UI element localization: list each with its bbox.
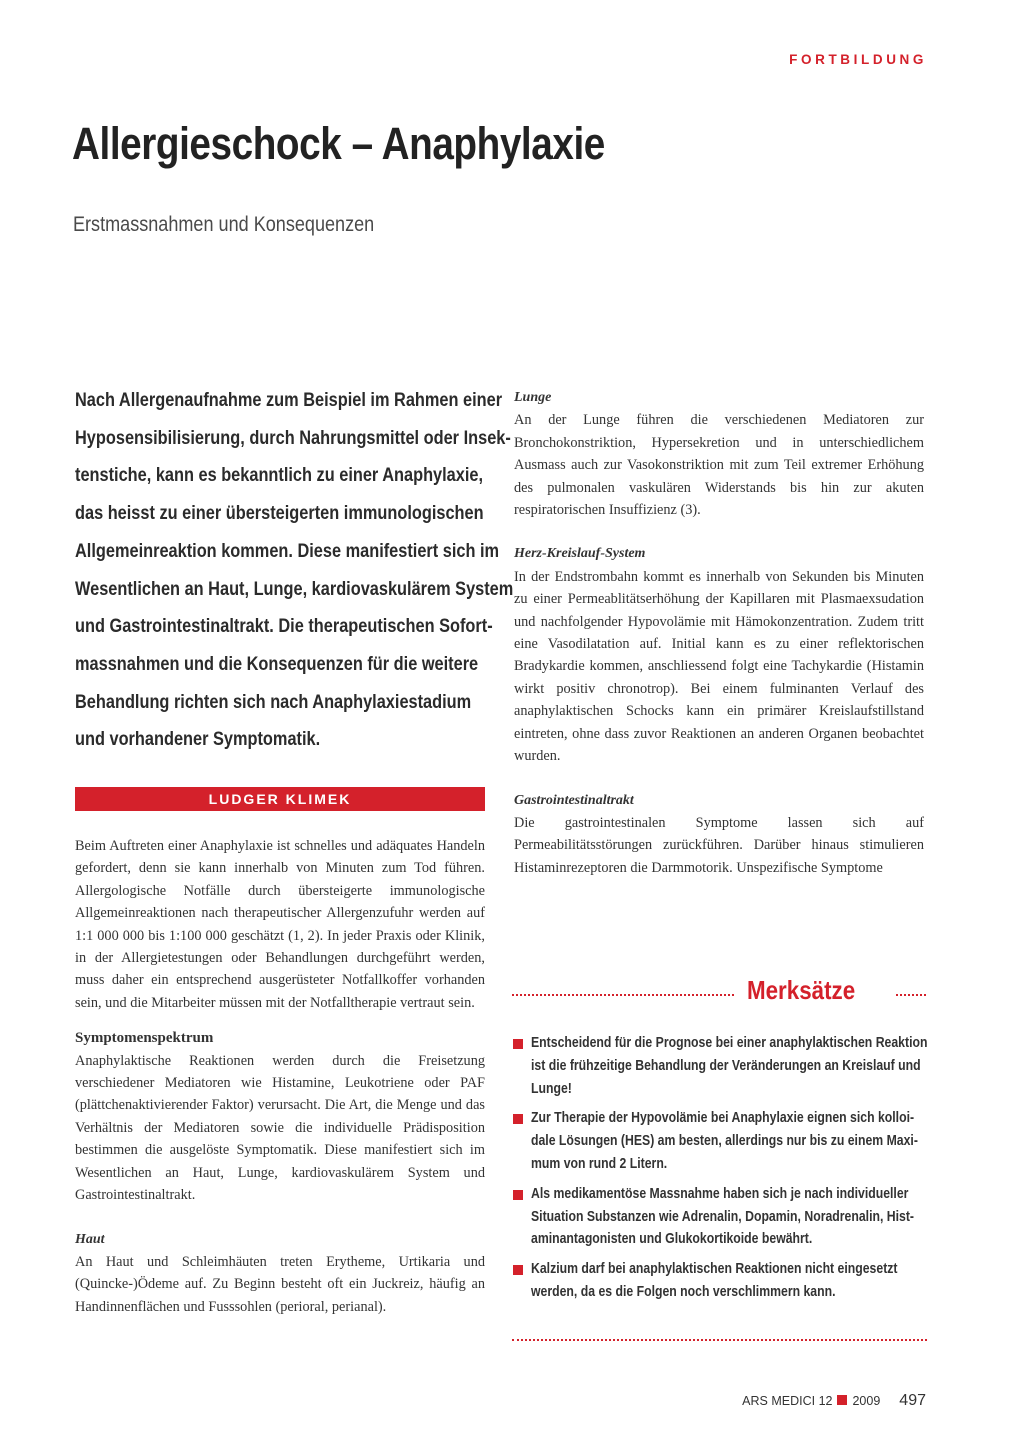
body-column-left — [75, 835, 485, 1318]
merksatz-line: Entscheidend für die Prognose bei einer anaphylaktischen Reaktion — [531, 1035, 928, 1051]
author-byline: LUDGER KLIMEK — [75, 787, 485, 811]
gastro-paragraph: Die gastrointestinalen Symptome lassen sich auf Permeabilitätsstörungen zurückführen. Darüber hinaus stimulieren Histaminrezeptoren die Darmmotorik. Unspezifische Symptome — [514, 814, 924, 876]
haut-heading: Haut — [75, 1231, 105, 1247]
merksatz-item — [513, 1183, 983, 1251]
lead-line: tenstiche, kann es bekanntlich zu einer Anaphylaxie, — [75, 465, 484, 487]
lead-line: und Gastrointestinaltrakt. Die therapeutischen Sofort- — [75, 616, 493, 638]
symptom-heading: Symptomenspektrum — [75, 1030, 214, 1047]
merksatz-line: Als medikamentöse Massnahme haben sich je nach individueller — [531, 1185, 909, 1202]
merksaetze-title: Merksätze — [747, 975, 856, 1005]
merksaetze-divider-left — [512, 994, 734, 996]
merksatz-line: mum von rund 2 Litern. — [531, 1155, 668, 1172]
merksatz-item — [513, 1107, 983, 1175]
page-footer — [742, 1392, 926, 1410]
body-column-right — [514, 387, 924, 879]
lead-paragraph — [75, 382, 514, 759]
article-subtitle: Erstmassnahmen und Konsequenzen — [73, 213, 375, 236]
page-number: 497 — [899, 1392, 926, 1409]
merksatz-item — [513, 1258, 983, 1304]
lead-line: Allgemeinreaktion kommen. Diese manifestiert sich im — [75, 540, 500, 562]
merksatz-item — [513, 1032, 983, 1100]
square-bullet-icon — [513, 1039, 523, 1049]
merksatz-line: ist die frühzeitige Behandlung der Veränderungen an Kreislauf und — [531, 1057, 921, 1074]
lead-line: und vorhandener Symptomatik. — [75, 729, 321, 751]
merksatz-line: aminantagonisten und Glukokortikoide bewährt. — [531, 1231, 813, 1248]
merksatz-line: werden, da es die Folgen noch verschlimmern kann. — [531, 1283, 836, 1300]
merksatz-line: Situation Substanzen wie Adrenalin, Dopamin, Noradrenalin, Hist- — [531, 1208, 915, 1225]
lead-line: Wesentlichen an Haut, Lunge, kardiovaskulärem System — [75, 578, 514, 600]
herz-paragraph: In der Endstrombahn kommt es innerhalb von Sekunden bis Minuten zu einer Permeablitätserhöhung der Kapillaren mit Plasmaexsudation und nachfolgender Hypovolämie mit Hämokonzentration. Zudem tritt eine Vasodilatation auf. Initial kann es zu einer reflektorischen Bradykardie kommen, anschliessend folgt eine Tachykardie (Histamin wirkt positiv chronotrop). Bei einem fulminanten Verlauf des anaphylaktischen Schocks kann ein primärer Kreislaufstillstand eintreten, ohne dass zuvor Reaktionen an anderen Organen beobachtet wurden. — [514, 568, 924, 765]
intro-paragraph: Beim Auftreten einer Anaphylaxie ist schnelles und adäquates Handeln gefordert, denn sie kann innerhalb von Minuten zum Tod führen. Allergologische Notfälle durch übersteigerte immunologische Allgemeinreaktionen nach therapeutischer Allergenzufuhr werden auf 1:1 000 000 bis 1:100 000 geschätzt (1, 2). In jeder Praxis oder Klinik, in der Allergietestungen oder Behandlungen durchgeführt werden, muss daher ein entsprechend ausgerüsteter Notfallkoffer vorhanden sein, und die Mitarbeiter müssen mit der Notfalltherapie vertraut sein. — [75, 838, 485, 1011]
herz-heading: Herz-Kreislauf-System — [514, 546, 646, 562]
square-bullet-icon — [513, 1190, 523, 1200]
symptom-paragraph: Anaphylaktische Reaktionen werden durch die Freisetzung verschiedener Mediatoren wie Histamine, Leukotriene oder PAF (plättchenaktivierender Faktor) verursacht. Die Art, die Menge und das Verhältnis der Mediatoren sowie die individuelle Prädisposition bestimmen die ausgelöste Symptomatik. Diese manifestiert sich im Wesentlichen an Haut, Lunge, kardiovaskulärem System und Gastrointestinaltrakt. — [75, 1052, 485, 1204]
lead-line: massnahmen und die Konsequenzen für die weitere — [75, 653, 479, 675]
article-title: Allergieschock – Anaphylaxie — [72, 118, 605, 169]
section-label: FORTBILDUNG — [789, 52, 927, 67]
merksatz-line: Zur Therapie der Hypovolämie bei Anaphylaxie eignen sich kolloi- — [531, 1110, 915, 1127]
lead-line: Behandlung richten sich nach Anaphylaxiestadium — [75, 691, 472, 713]
merksaetze-list — [513, 1032, 983, 1311]
merksaetze-divider-right — [896, 994, 926, 996]
lunge-paragraph: An der Lunge führen die verschiedenen Mediatoren zur Bronchokonstriktion, Hypersekretion und in unterschiedlichem Ausmass auch zur Vasokonstriktion mit zum Teil extremer Erhöhung des pulmonalen vaskulären Widerstands bis hin zur akuten respiratorischen Insuffizienz (3). — [514, 412, 924, 519]
lead-line: das heisst zu einer übersteigerten immunologischen — [75, 503, 484, 525]
lead-line: Nach Allergenaufnahme zum Beispiel im Rahmen einer — [75, 390, 503, 411]
lead-line: Hyposensibilisierung, durch Nahrungsmittel oder Insek- — [75, 427, 511, 449]
square-separator-icon — [837, 1395, 847, 1405]
gastro-heading: Gastrointestinaltrakt — [514, 792, 634, 808]
merksaetze-divider-bottom — [512, 1339, 927, 1341]
lunge-heading: Lunge — [514, 390, 552, 405]
haut-paragraph: An Haut und Schleimhäuten treten Erytheme, Urtikaria und (Quincke-)Ödeme auf. Zu Beginn besteht oft ein Juckreiz, häufig an Handinnenflächen und Fusssohlen (perioral, perianal). — [75, 1253, 485, 1315]
merksatz-line: dale Lösungen (HES) am besten, allerdings nur bis zu einem Maxi- — [531, 1133, 918, 1150]
merksatz-line: Kalzium darf bei anaphylaktischen Reaktionen nicht eingesetzt — [531, 1261, 898, 1278]
square-bullet-icon — [513, 1114, 523, 1124]
journal-name: ARS MEDICI 12 — [742, 1394, 833, 1408]
square-bullet-icon — [513, 1265, 523, 1275]
journal-year: 2009 — [852, 1394, 881, 1408]
merksatz-line: Lunge! — [531, 1080, 572, 1097]
